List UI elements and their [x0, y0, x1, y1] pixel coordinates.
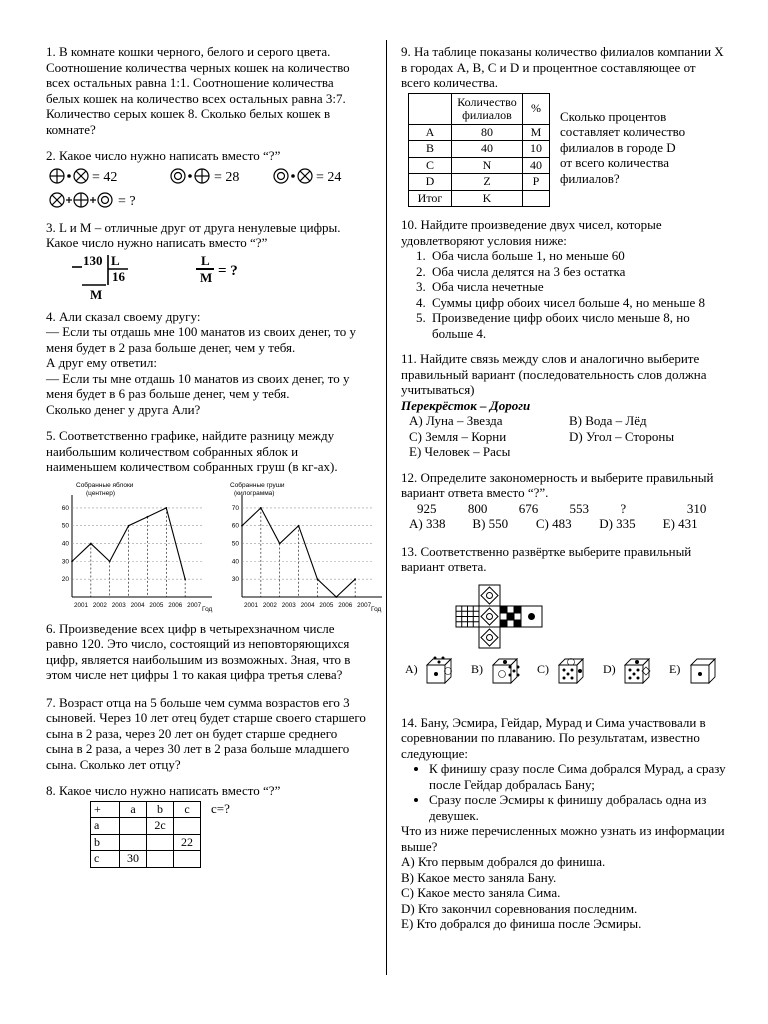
table-cell: c: [91, 851, 120, 868]
sequence-number: 925: [417, 500, 437, 516]
apple-y-tick: 60: [61, 504, 69, 512]
table-cell: a: [120, 801, 147, 818]
answer-option: B) Вода – Лёд: [569, 413, 647, 428]
answer-option: C) 483: [535, 516, 572, 531]
cube-dot: [698, 672, 702, 676]
question-9: [401, 44, 726, 207]
apple-x-tick: 2003: [111, 601, 126, 609]
table-cell: [523, 190, 550, 207]
right-column: [401, 44, 726, 942]
question-7: [46, 695, 366, 773]
apple-y-tick: 20: [61, 575, 69, 583]
sequence-number: 800: [467, 500, 488, 516]
eq-2-result: = 28: [214, 169, 240, 185]
question-10-text: 10. Найдите произведение двух чисел, которые удовлетворяют условия ниже:: [401, 217, 662, 248]
pear-x-tick: 2005: [319, 601, 334, 609]
sequence-number: 310: [686, 500, 707, 516]
apple-x-tick: 2004: [130, 601, 145, 609]
apple-x-tick: 2002: [92, 601, 107, 609]
question-6: [46, 621, 366, 683]
dividend: 130: [83, 252, 103, 268]
plus-circle-icon: [195, 169, 209, 183]
cube-net-figure: [401, 575, 726, 703]
list-item: 1. Оба числа больше 1, но меньше 60: [429, 248, 726, 264]
table-row: [409, 174, 550, 191]
quotient: 16: [112, 268, 125, 284]
pear-x-label: Год: [371, 605, 382, 613]
question-7-text: 7. Возраст отца на 5 больше чем сумма возрастов его 3 сыновей. Через 10 лет отец будет старше своего старшего сына в 2 раза, через 20 лет он будет старше среднего сына в 2 раза, а через 30 лет в 2 раза больше младшего сына. Сколько лет отцу?: [46, 694, 366, 772]
ring-circle-icon: [98, 193, 112, 207]
cube-check-mark: [442, 656, 445, 659]
table-cell: Итог: [409, 190, 452, 207]
question-11: [401, 351, 726, 460]
net-face-dot: [521, 606, 542, 627]
question-9-ask: Сколько процентов составляет количество филиалов в городе D от всего количества филиалов?: [560, 108, 686, 186]
pear-x-tick: 2003: [281, 601, 296, 609]
question-1: [46, 44, 366, 137]
apple-point: [165, 507, 167, 509]
table-cell: D: [409, 174, 452, 191]
cube-check-mark: [571, 668, 574, 671]
apple-x-tick: 2006: [168, 601, 183, 609]
analogy-options: [401, 413, 726, 460]
pear-point: [335, 596, 337, 598]
question-14-ask: Что из ниже перечисленных можно узнать из информации выше?: [401, 823, 725, 854]
question-9-text: 9. На таблице показаны количество филиалов компании X в городах A, B, C и D и процентное составляющее от всего количества.: [401, 44, 724, 90]
table-cell: [147, 834, 174, 851]
cube-option-label: D): [603, 661, 616, 676]
branches-table: [408, 93, 550, 208]
table-cell: C: [409, 157, 452, 174]
table-cell: K: [452, 190, 523, 207]
cube-option-label: A): [405, 661, 418, 676]
table-header-cell: %: [523, 93, 550, 124]
remainder: M: [90, 286, 103, 301]
table-cell: 2c: [147, 818, 174, 835]
question-4: [46, 309, 366, 418]
table-row: [409, 157, 550, 174]
addition-table: [90, 801, 201, 868]
sequence-number: 553: [569, 500, 590, 516]
question-14-text: 14. Бану, Эсмира, Гейдар, Мурад и Сима участвовали в соревновании по плаванию. По результатам, известно следующие:: [401, 714, 706, 761]
table-cell: [147, 851, 174, 868]
cross-circle-icon: [50, 193, 64, 207]
question-13-text: 13. Соответственно развёртке выберите правильный вариант ответа.: [401, 543, 692, 574]
cube-dot: [503, 660, 507, 664]
sequence-number: ?: [620, 500, 627, 516]
net-face-front: [479, 606, 500, 627]
table-cell: b: [147, 801, 174, 818]
answer-option: C) Земля – Корни: [409, 428, 507, 444]
table-header-cell: [409, 93, 452, 124]
net-face-checkered: [500, 606, 521, 627]
cube-option-label: E): [669, 661, 681, 676]
line-charts: [46, 475, 386, 615]
pear-y-tick: 60: [231, 522, 239, 530]
pear-x-tick: 2006: [338, 601, 353, 609]
list-item: • К финишу сразу после Сима добрался Мурад, а сразу после Гейдар добралась Бану;: [429, 761, 726, 792]
cube-check-mark: [629, 668, 632, 671]
question-2: [46, 148, 366, 212]
table-cell: 80: [452, 124, 523, 141]
cube-check-mark: [438, 660, 441, 663]
list-item: 5. Произведение цифр обоих число меньше 8, но больше 4.: [429, 310, 726, 341]
cube-check-mark: [637, 676, 640, 679]
cube-check-mark: [571, 676, 574, 679]
conditions-list: [401, 248, 726, 341]
table-cell: [174, 818, 201, 835]
answer-option: D) Кто закончил соревнования последним.: [401, 900, 638, 916]
table-cell: M: [523, 124, 550, 141]
cube-check-mark: [637, 668, 640, 671]
question-14: [401, 715, 726, 932]
cube-check-mark: [434, 656, 437, 659]
table-cell: [120, 818, 147, 835]
pear-x-tick: 2001: [244, 601, 259, 609]
race-options: [401, 854, 726, 932]
table-row: [91, 851, 201, 868]
cube-dot: [578, 669, 582, 673]
c-question: c=?: [211, 800, 230, 816]
question-12: [401, 470, 726, 532]
table-cell: a: [91, 818, 120, 835]
long-division-figure: [46, 251, 366, 301]
question-3: [46, 220, 366, 301]
apple-x-tick: 2001: [74, 601, 89, 609]
cross-circle-icon: [74, 169, 88, 183]
answer-option: A) Кто первым добрался до финиша.: [401, 854, 606, 869]
fraction-equals: = ?: [218, 262, 238, 279]
race-facts: [401, 761, 726, 823]
table-header-row: [409, 93, 550, 124]
pear-y-tick: 70: [231, 504, 239, 512]
apple-y-tick: 50: [61, 522, 69, 530]
question-8-text: 8. Какое число нужно написать вместо “?”: [46, 783, 281, 798]
table-cell: 10: [523, 141, 550, 158]
fraction-numerator: L: [201, 252, 210, 268]
table-row: [91, 801, 201, 818]
table-cell: 30: [120, 851, 147, 868]
question-4-line-4: — Если ты мне отдашь 10 манатов из своих денег, то у меня будет в 6 раз больше денег, чем у тебя.: [46, 370, 350, 401]
pear-point: [354, 578, 356, 580]
table-cell: 22: [174, 834, 201, 851]
net-face-grid: [456, 606, 479, 627]
answer-option: A) 338: [409, 516, 446, 531]
column-divider: [386, 40, 387, 975]
pear-x-tick: 2002: [262, 601, 277, 609]
cube-check-mark: [509, 665, 512, 668]
cube-check-mark: [567, 672, 570, 675]
cube-check-mark: [563, 676, 566, 679]
eq-3-result: = 24: [316, 169, 342, 185]
table-cell: [174, 851, 201, 868]
question-4-line-5: Сколько денег у друга Али?: [46, 401, 201, 417]
table-cell: b: [91, 834, 120, 851]
apple-x-tick: 2005: [149, 601, 164, 609]
question-4-line-2: — Если ты отдашь мне 100 манатов из своих денег, то у меня будет в 2 раза больше денег, чем у тебя.: [46, 324, 356, 355]
answer-option: B) 550: [472, 516, 509, 531]
apple-x-tick: 2007: [187, 601, 202, 609]
apple-y-tick: 30: [61, 557, 69, 565]
net-face-bottom: [479, 627, 500, 648]
table-cell: c: [174, 801, 201, 818]
table-cell: 40: [452, 141, 523, 158]
cross-circle-icon: [298, 169, 312, 183]
cube-option-label: B): [471, 661, 483, 676]
pear-point: [241, 524, 243, 526]
table-cell: B: [409, 141, 452, 158]
pear-point: [298, 524, 300, 526]
sequence-number: 676: [518, 500, 539, 516]
table-cell: A: [409, 124, 452, 141]
list-item: 2. Оба числа делятся на 3 без остатка: [429, 264, 726, 280]
table-cell: N: [452, 157, 523, 174]
answer-option: A) Луна – Звезда: [409, 413, 503, 428]
table-row: [409, 190, 550, 207]
apple-x-label: Год: [202, 605, 213, 613]
answer-option: D) Угол – Стороны: [569, 428, 675, 444]
question-3-text: 3. L и M – отличные друг от друга ненулевые цифры. Какое число нужно написать вместо “?”: [46, 219, 341, 250]
symbol-equations: [46, 164, 366, 212]
table-cell: Z: [452, 174, 523, 191]
plus-circle-icon: [74, 193, 88, 207]
question-2-text: 2. Какое число нужно написать вместо “?”: [46, 148, 281, 163]
question-4-line-3: А друг ему ответил:: [46, 355, 157, 370]
cube-dot: [434, 672, 438, 676]
cube-check-mark: [513, 669, 516, 672]
table-header-cell: Количество филиалов: [452, 93, 523, 124]
question-5: [46, 428, 382, 615]
answer-option: D) 335: [599, 516, 636, 531]
pear-chart-title: Собранные груши: [230, 481, 285, 489]
answer-option: E) Кто добрался до финиша после Эсмиры.: [401, 916, 642, 931]
question-8: [46, 783, 366, 868]
cube-check-mark: [633, 672, 636, 675]
fraction-denominator: M: [200, 269, 213, 285]
table-cell: 40: [523, 157, 550, 174]
apple-point: [184, 578, 186, 580]
cube-check-mark: [629, 676, 632, 679]
question-4-line-1: 4. Али сказал своему другу:: [46, 308, 201, 324]
plus-circle-icon: [50, 169, 64, 183]
pear-x-tick: 2007: [357, 601, 372, 609]
table-row: [91, 818, 201, 835]
question-12-text: 12. Определите закономерность и выберите правильный вариант ответа вместо “?”.: [401, 469, 714, 500]
list-item: • Сразу после Эсмиры к финишу добралась одна из девушек.: [429, 792, 726, 823]
ring-circle-icon: [171, 169, 185, 183]
list-item: 4. Суммы цифр обоих чисел больше 4, но меньше 8: [429, 295, 726, 311]
cube-check-mark: [517, 673, 520, 676]
answer-option: E) Человек – Расы: [409, 444, 511, 459]
table-row: [409, 124, 550, 141]
pear-y-tick: 50: [231, 540, 239, 548]
pear-chart: [232, 495, 382, 609]
apple-chart: [62, 495, 212, 609]
ring-circle-icon: [274, 169, 288, 183]
number-sequence: [401, 501, 726, 517]
pear-y-tick: 40: [231, 557, 239, 565]
table-cell: +: [91, 801, 120, 818]
net-face-top: [479, 585, 500, 606]
apple-point: [147, 515, 149, 517]
table-row: [91, 834, 201, 851]
eq-1-result: = 42: [92, 169, 118, 185]
pear-chart-unit: (килограмма): [234, 489, 275, 497]
cube-dot: [635, 660, 639, 664]
apple-chart-unit: (центнер): [86, 489, 115, 497]
eq-4-result: = ?: [118, 193, 136, 209]
apple-y-tick: 40: [61, 540, 69, 548]
sequence-options: [401, 516, 726, 532]
answer-option: C) Какое место заняла Сима.: [401, 885, 561, 900]
word-pair: Перекрёсток – Дороги: [401, 397, 531, 413]
apple-point: [90, 542, 92, 544]
apple-point: [128, 524, 130, 526]
left-column: [46, 44, 382, 878]
table-cell: [120, 834, 147, 851]
table-row: [409, 141, 550, 158]
cube-face: [493, 665, 511, 683]
apple-chart-title: Собранные яблоки: [76, 481, 134, 489]
answer-option: B) Какое место заняла Бану.: [401, 869, 557, 885]
table-cell: P: [523, 174, 550, 191]
question-6-text: 6. Произведение всех цифр в четырехзначном числе равно 120. Это число, состоящий из неповторяющихся цифр, является наибольшим из возможных. Зная, что в этом числе нет цифры 1 то какая цифра третья слева?: [46, 620, 351, 682]
divisor: L: [111, 252, 120, 268]
list-item: 3. Оба числа нечетные: [429, 279, 726, 295]
question-5-text: 5. Соответственно графике, найдите разницу между наибольшим количеством собранных яблок и наименьшем количеством собранных груш (в кг-ах).: [46, 428, 338, 474]
pear-x-tick: 2004: [300, 601, 315, 609]
cube-check-mark: [563, 668, 566, 671]
pear-point: [279, 542, 281, 544]
question-11-text: 11. Найдите связь между слов и аналогично выберите правильный вариант (последовательность слов должна учитываться): [401, 351, 707, 397]
apple-point: [71, 560, 73, 562]
question-1-text: 1. В комнате кошки черного, белого и серого цвета. Соотношение количества черных кошек на количество всех остальных равна 1:1. Соотношение количества белых кошек на количество всех остальных равна 3:7. Количество серых кошек 8. Сколько белых кошек в комнате?: [46, 44, 350, 137]
pear-y-tick: 30: [231, 575, 239, 583]
apple-point: [109, 560, 111, 562]
cube-option-label: C): [537, 661, 549, 676]
pear-point: [260, 507, 262, 509]
question-13: [401, 544, 726, 703]
answer-option: E) 431: [662, 516, 698, 531]
cube-check-mark: [517, 665, 520, 668]
question-10: [401, 217, 726, 341]
pear-point: [317, 578, 319, 580]
cube-check-mark: [509, 673, 512, 676]
